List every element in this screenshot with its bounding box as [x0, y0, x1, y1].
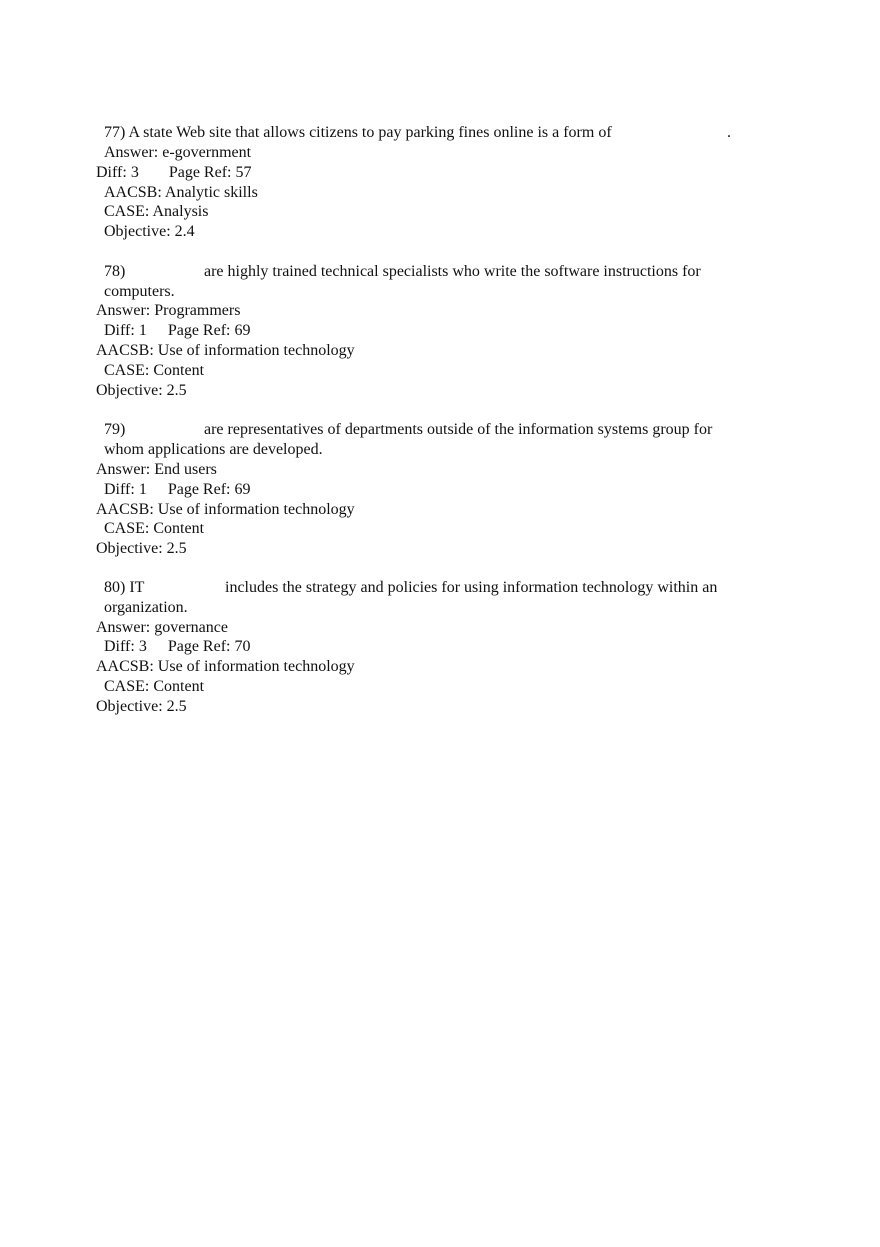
- answer-line: Answer: e-government: [104, 144, 252, 161]
- answer-line: Answer: Programmers: [96, 302, 241, 319]
- aacsb-line: AACSB: Use of information technology: [96, 501, 355, 518]
- question-text: are highly trained technical specialists who write the software instructions for: [204, 263, 701, 280]
- diff-value: Diff: 1: [104, 481, 147, 498]
- page-ref-value: Page Ref: 70: [167, 638, 251, 655]
- diff-value: Diff: 3: [104, 638, 147, 655]
- case-line: CASE: Content: [104, 362, 205, 379]
- question-stem-prefix: [104, 578, 144, 598]
- objective-line: Objective: 2.5: [96, 382, 187, 399]
- objective-line: Objective: 2.5: [96, 540, 187, 557]
- question-text-continued: whom applications are developed.: [104, 441, 323, 458]
- diff-value: Diff: 1: [104, 322, 147, 339]
- question-number: 78): [104, 263, 126, 280]
- diff-value: Diff: 3: [96, 164, 139, 181]
- answer-line: Answer: End users: [96, 461, 217, 478]
- diff-line: [104, 637, 250, 657]
- objective-line: Objective: 2.4: [104, 223, 195, 240]
- question-text: A state Web site that allows citizens to pay parking fines online is a form of: [128, 124, 612, 141]
- case-line: CASE: Content: [104, 678, 205, 695]
- aacsb-line: AACSB: Use of information technology: [96, 658, 355, 675]
- page-ref-value: Page Ref: 57: [168, 164, 252, 181]
- question-number: 79): [104, 421, 126, 438]
- question-number: 80): [104, 579, 126, 596]
- question-text: includes the strategy and policies for using information technology within an: [225, 579, 718, 596]
- diff-line: [104, 321, 250, 341]
- question-text-prefix: IT: [129, 579, 145, 596]
- case-line: CASE: Analysis: [104, 203, 209, 220]
- question-text-continued: organization.: [104, 599, 188, 616]
- page-ref-value: Page Ref: 69: [167, 322, 251, 339]
- objective-line: Objective: 2.5: [96, 698, 187, 715]
- case-line: CASE: Content: [104, 520, 205, 537]
- diff-line: [96, 163, 251, 183]
- question-number: 77): [104, 124, 126, 141]
- aacsb-line: AACSB: Analytic skills: [104, 184, 258, 201]
- page-ref-value: Page Ref: 69: [167, 481, 251, 498]
- question-text: are representatives of departments outside of the information systems group for: [204, 421, 713, 438]
- question-text-continued: computers.: [104, 283, 175, 300]
- aacsb-line: AACSB: Use of information technology: [96, 342, 355, 359]
- diff-line: [104, 480, 250, 500]
- answer-line: Answer: governance: [96, 619, 228, 636]
- question-end-period: .: [727, 124, 731, 141]
- question-stem: [104, 123, 612, 143]
